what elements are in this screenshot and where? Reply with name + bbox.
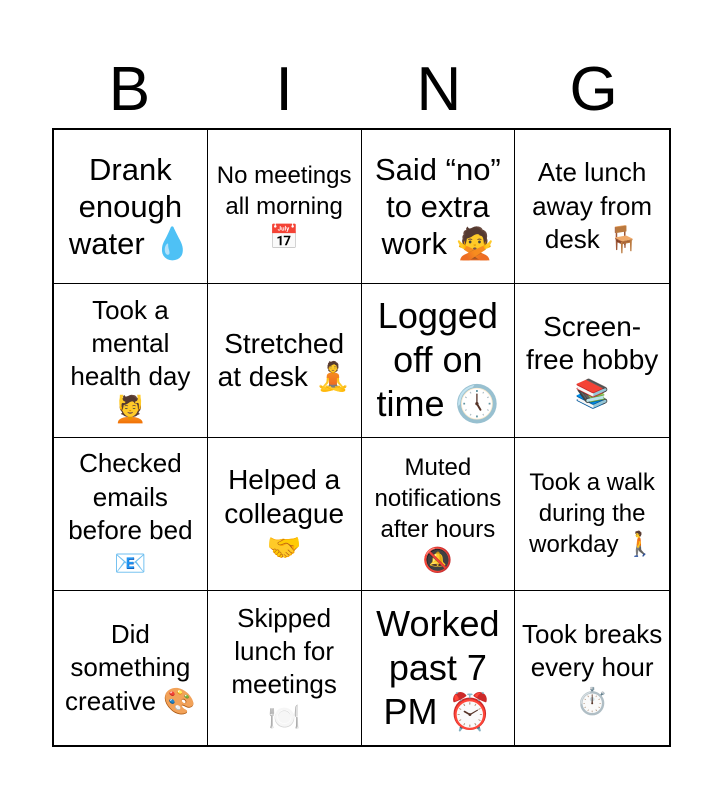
cell-text: Drank enough water 💧 [68,151,192,261]
cell-text: Worked past 7 PM ⏰ [376,603,500,733]
bingo-cell-1-4[interactable] [515,130,669,284]
header-letter-i: I [275,55,293,124]
bingo-cell-2-4[interactable] [515,284,669,438]
bingo-cell-3-3[interactable] [362,438,516,592]
cell-text: Checked emails before bed 📧 [68,448,193,579]
header-letter-g: G [569,55,618,124]
cell-text: No meetings all morning 📅 [216,161,352,251]
bingo-cell-1-2[interactable] [208,130,362,284]
bingo-cell-2-1[interactable] [54,284,208,438]
bingo-cell-2-2[interactable] [208,284,362,438]
cell-text: Said “no” to extra work 🙅 [374,151,501,261]
cell-text: Ate lunch away from desk 🪑 [532,157,653,254]
cell-text: Took breaks every hour ⏱️ [522,619,663,716]
bingo-cell-3-2[interactable] [208,438,362,592]
header-letter-b: B [108,55,151,124]
bingo-board [52,128,671,747]
bingo-cell-4-3[interactable] [362,591,516,745]
bingo-cell-1-1[interactable] [54,130,208,284]
cell-text: Stretched at desk 🧘 [217,327,351,393]
bingo-header [52,55,671,125]
bingo-cell-4-1[interactable] [54,591,208,745]
cell-text: Logged off on time 🕔 [376,295,500,425]
bingo-cell-4-2[interactable] [208,591,362,745]
bingo-cell-3-1[interactable] [54,438,208,592]
header-letter-n: N [416,55,462,124]
bingo-cell-3-4[interactable] [515,438,669,592]
bingo-cell-1-3[interactable] [362,130,516,284]
cell-text: Muted notifications after hours 🔕 [374,453,502,575]
cell-text: Skipped lunch for meetings 🍽️ [231,602,337,733]
bingo-cell-4-4[interactable] [515,591,669,745]
cell-text: Screen-free hobby 📚 [525,310,659,409]
cell-text: Took a mental health day 💆 [70,294,191,425]
cell-text: Did something creative 🎨 [65,619,196,716]
bingo-cell-2-3[interactable] [362,284,516,438]
cell-text: Took a walk during the workday 🚶 [529,469,656,559]
cell-text: Helped a colleague 🤝 [224,464,345,563]
